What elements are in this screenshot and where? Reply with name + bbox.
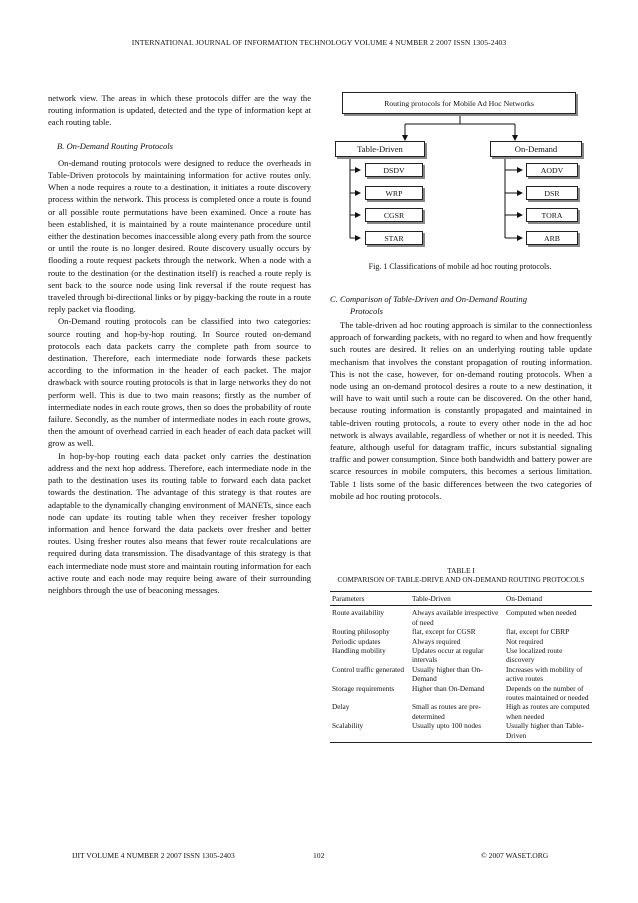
table-cell: Control traffic generated (332, 664, 404, 674)
table-header-row (330, 592, 592, 606)
table-row (330, 606, 592, 627)
diagram-on-demand-box: On-Demand (490, 141, 582, 157)
figure-caption: Fig. 1 Classifications of mobile ad hoc routing protocols. (368, 262, 552, 271)
table-cell: Not required (506, 636, 544, 646)
table-row (330, 637, 592, 646)
table-cell: Depends on the number of routes maintained or needed (506, 683, 589, 703)
footer-copyright: © 2007 WASET.ORG (481, 851, 549, 860)
table-cell: Small as routes are pre-determined (412, 702, 481, 721)
table-cell: Scalability (330, 721, 410, 742)
routing-protocols-diagram (330, 88, 590, 250)
paragraph-b3: In hop-by-hop routing each data packet only carries the destination address and the next hop address. Therefore, each intermediate node in the path to the destination uses its routing table to forward each data packet towards the destination. The advantage of this strategy is that routes are adaptable to the dynamically changing environment of MANETs, since each node can update its routing table when they receiver fresher topology information and hence forward the data packets over fresher and better routes. Using fresher routes also means that fewer route recalculations are required during data transmission. The disadvantage of this strategy is that each intermediate node must store and maintain routing information for each active route and each node may require being aware of their surrounding neighbors through the use of beaconing messages. (48, 450, 311, 595)
table-cell: Periodic updates (332, 636, 381, 646)
table-cell: Storage requirements (332, 683, 395, 693)
table-cell: Always available irrespective of need (412, 608, 499, 627)
paragraph-b2: On-Demand routing protocols can be classified into two categories: source routing and hop-by-hop routing. In Source routed on-demand protocols each data packets carry the complete path from source to destination. Therefore, each intermediate node forwards these packets according to the information in the header of each packet. The major drawback with source routing protocols is that in large networks they do not perform well. This is due to two main reasons; firstly as the number of intermediate nodes in each route grows, then so does the probability of route failure. Secondly, as the number of intermediate nodes in each route grows, then the amount of overhead carried in each header of each data packet will grow as well. (48, 316, 311, 449)
running-header: INTERNATIONAL JOURNAL OF INFORMATION TECHNOLOGY VOLUME 4 NUMBER 2 2007 ISSN 1305-2403 (131, 38, 507, 47)
table-cell: Higher than On-Demand (412, 683, 485, 693)
section-b-heading: B. On-Demand Routing Protocols (57, 140, 174, 151)
table-cell: Computed when needed (506, 608, 577, 618)
diagram-aodv-box: AODV (526, 163, 578, 177)
right-column (330, 294, 592, 502)
diagram-tora-box: TORA (526, 208, 578, 222)
footer-journal: IJIT VOLUME 4 NUMBER 2 2007 ISSN 1305-2403 (72, 851, 235, 860)
diagram-dsdv-box: DSDV (365, 163, 423, 177)
table-header-cell: Table-Driven (410, 592, 504, 606)
table-header-cell: Parameters (330, 592, 410, 606)
table-cell: Usually higher than On-Demand (412, 664, 483, 684)
table-cell: Updates occur at regular intervals (412, 646, 484, 665)
table-row (330, 702, 592, 721)
comparison-table (330, 591, 592, 743)
table-cell: Handling mobility (332, 646, 386, 656)
diagram-wrp-box: WRP (365, 186, 423, 200)
diagram-table-driven-box: Table-Driven (335, 141, 425, 157)
intro-paragraph: network view. The areas in which these protocols differ are the way the routing information is updated, detected and the type of information kept at each routing table. (48, 93, 311, 128)
diagram-root-box: Routing protocols for Mobile Ad Hoc Networks (342, 92, 576, 114)
table-cell: Increases with mobility of active routes (506, 664, 583, 684)
table-label: TABLE I (447, 566, 475, 575)
diagram-arb-box: ARB (526, 231, 578, 245)
table-cell: Always required (412, 636, 461, 646)
table-cell: flat, except for CGSR (412, 627, 476, 637)
section-c-heading: C. Comparison of Table-Driven and On-Demand Routing (330, 294, 527, 304)
table-cell: Delay (332, 702, 350, 712)
table-row (330, 646, 592, 665)
section-c-heading-cont: Protocols (350, 305, 383, 316)
table-title: COMPARISON OF TABLE-DRIVE AND ON-DEMAND ROUTING PROTOCOLS (337, 576, 585, 584)
table-cell: flat, except for CBRP (506, 627, 570, 637)
diagram-dsr-box: DSR (526, 186, 578, 200)
page-number: 102 (313, 851, 325, 860)
table-row (330, 665, 592, 684)
paragraph-b1: On-demand routing protocols were designed to reduce the overheads in Table-Driven protocols by maintaining information for active routes only. When a node requires a route to a destination, it initiates a route discovery process within the network. This process is completed once a route is found or all possible route permutations have been examined. Once a route has been established, it is maintained by a route maintenance procedure until either the destination becomes inaccessible along every path from the source or until the route is no longer desired. Route discovery usually occurs by flooding a route request packets through the network. When a node with a route to the destination (or the destination itself) is reached a route reply is sent back to the source node using link reversal if the route request has traveled through bi-directional links or by piggy-backing the route in a route reply packet via flooding. (48, 157, 311, 315)
diagram-cgsr-box: CGSR (365, 208, 423, 222)
table-row (330, 721, 592, 742)
table-header-cell: On-Demand (504, 592, 592, 606)
table-cell: High as routes are computed when needed (506, 702, 590, 721)
table-cell: Use localized route discovery (506, 646, 563, 665)
table-cell: Route availability (332, 608, 385, 618)
paragraph-c1: The table-driven ad hoc routing approach is similar to the connectionless approach of forwarding packets, with no regard to when and how frequently such routes are desired. It relies on an underlying routing table update mechanism that involves the constant propagation of routing information. This is not the case, however, for on-demand routing protocols. When a node using an on-demand protocol desires a route to a new destination, it will have to wait until such a route can be discovered. On the other hand, because routing information is constantly propagated and maintained in table-driven routing protocols, a route to every other node in the ad hoc network is always available, regardless of whether or not it is needed. This feature, although useful for datagram traffic, incurs substantial signaling traffic and power consumption. Since both bandwidth and battery power are scarce resources in mobile computers, this becomes a serious limitation. Table 1 lists some of the basic differences between the two categories of mobile ad hoc routing protocols. (330, 320, 592, 501)
table-row (330, 684, 592, 703)
table-row (330, 627, 592, 636)
table-cell: Usually upto 100 nodes (410, 721, 504, 742)
left-column (48, 92, 311, 596)
table-cell: Usually higher than Table-Driven (504, 721, 592, 742)
diagram-star-box: STAR (365, 231, 423, 245)
table-cell: Routing philosophy (332, 627, 390, 637)
